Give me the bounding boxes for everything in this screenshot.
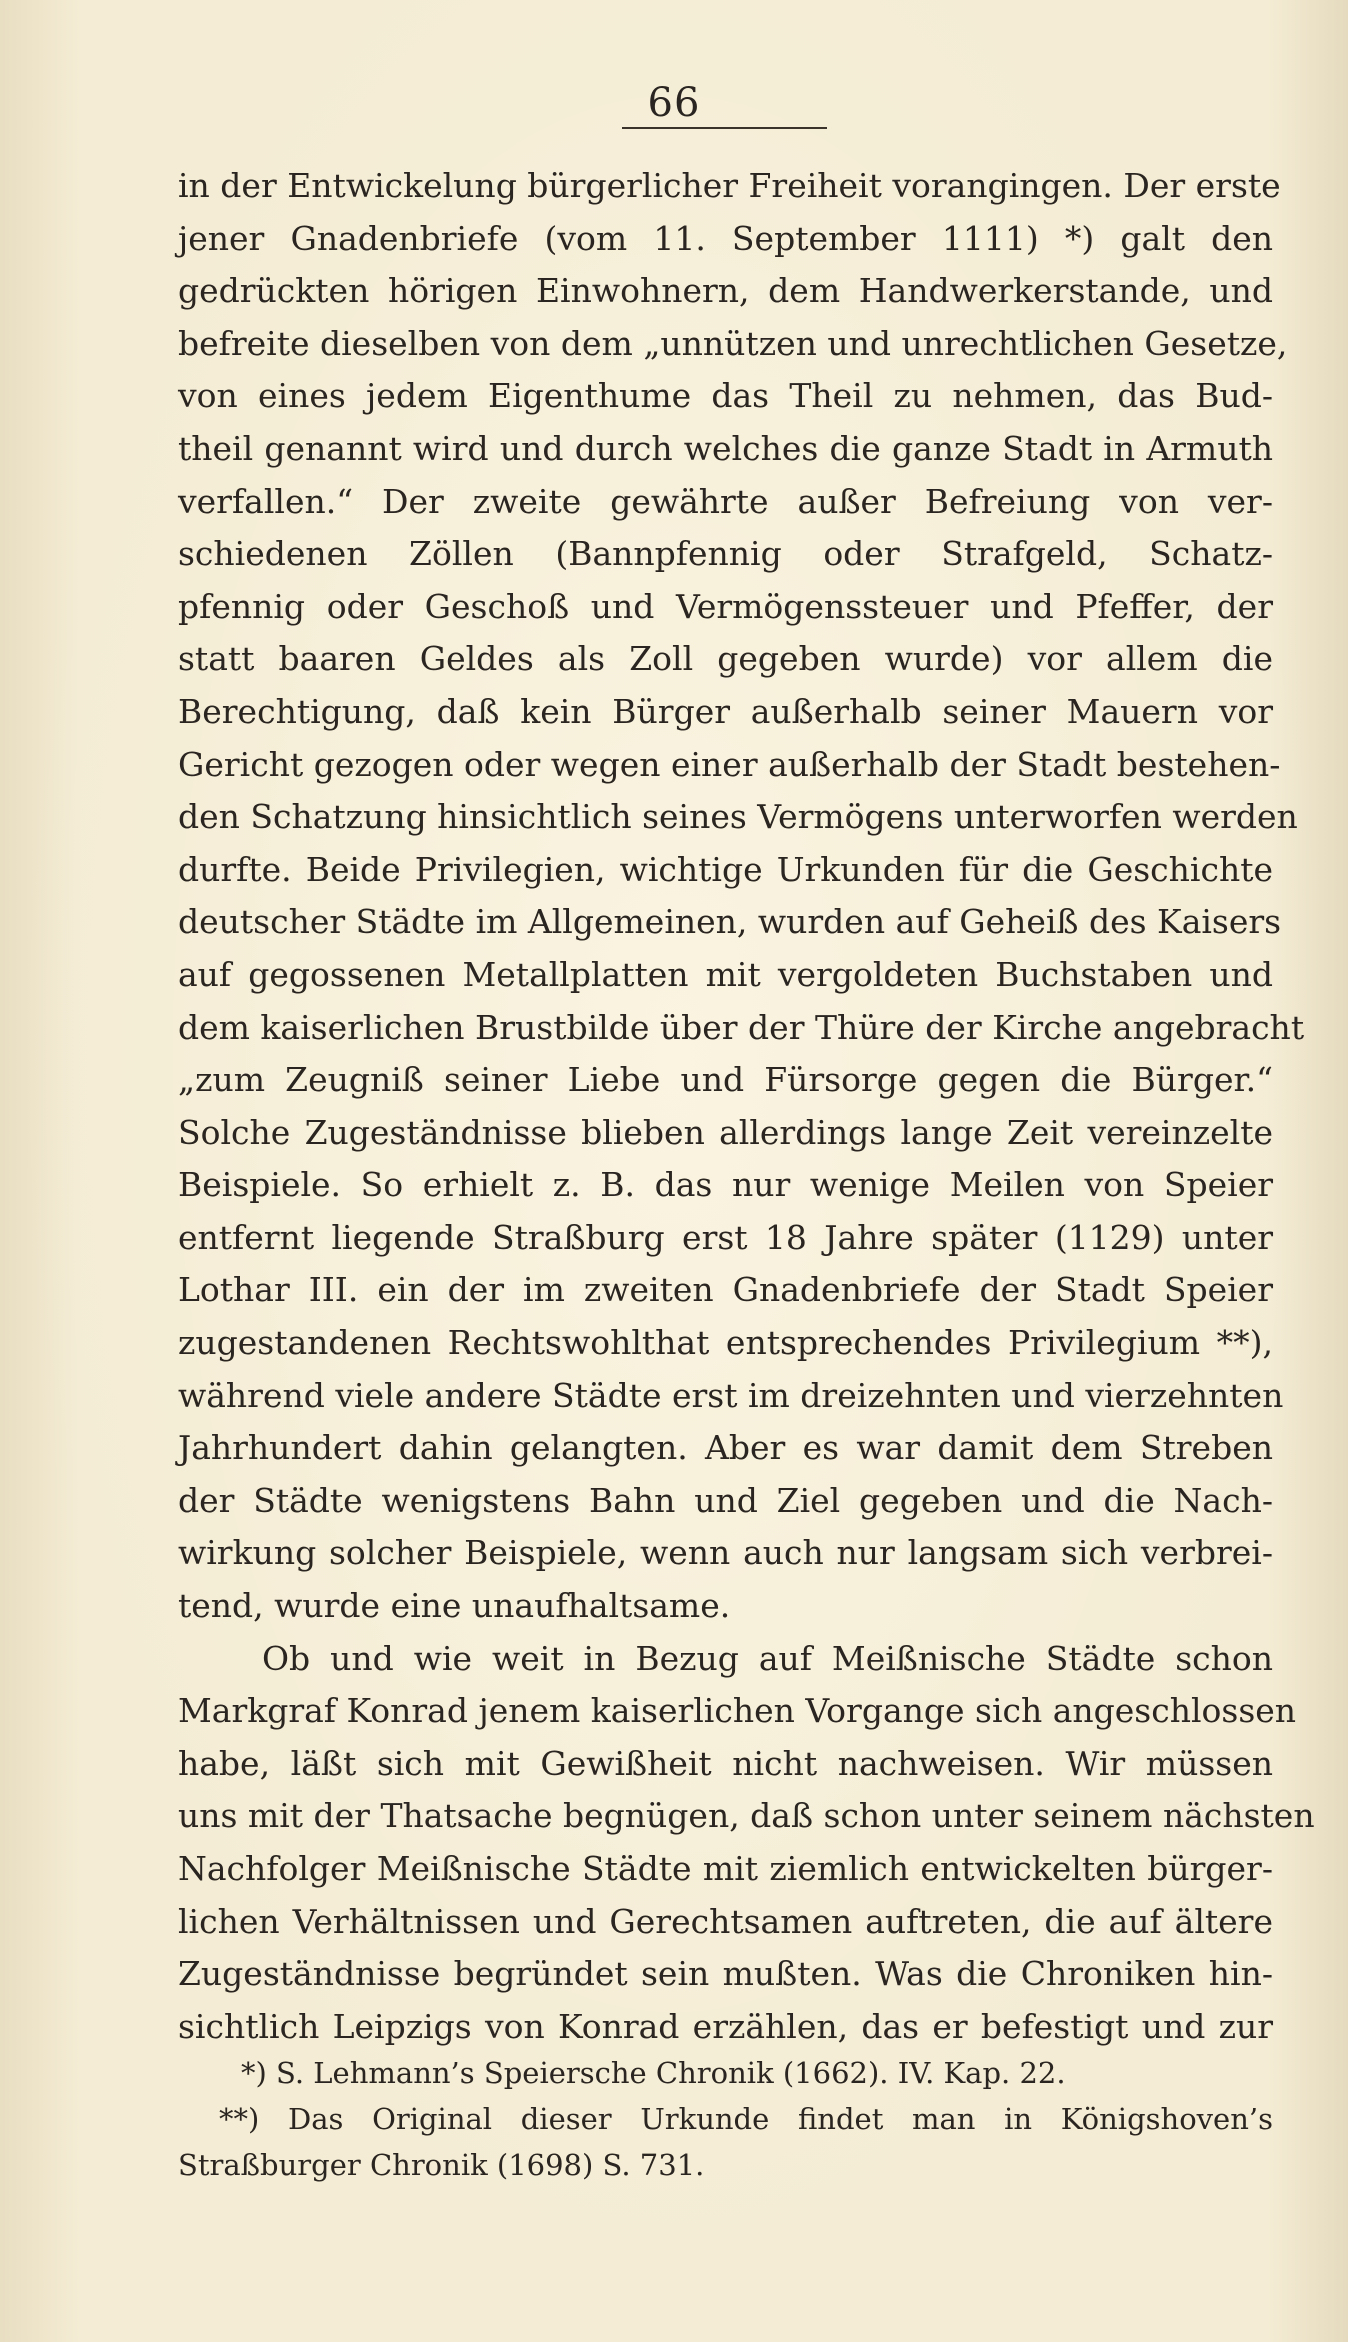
text-line: durfte. Beide Privilegien, wichtige Urkunden für die Geschichte (178, 849, 1273, 889)
text-line: von eines jedem Eigenthume das Theil zu nehmen, das Bud- (178, 376, 1273, 416)
text-line: uns mit der Thatsache begnügen, daß schon unter seinem nächsten (178, 1796, 1315, 1836)
text-line: wirkung solcher Beispiele, wenn auch nur langsam sich verbrei- (178, 1533, 1273, 1573)
text-line: auf gegossenen Metallplatten mit vergoldeten Buchstaben und (178, 954, 1273, 994)
text-line: gedrückten hörigen Einwohnern, dem Handwerkerstande, und (178, 271, 1273, 311)
text-line: Solche Zugeständnisse blieben allerdings lange Zeit vereinzelte (178, 1112, 1273, 1152)
text-line: deutscher Städte im Allgemeinen, wurden auf Geheiß des Kaisers (178, 902, 1282, 942)
body-text (178, 160, 1315, 2053)
text-line: der Städte wenigstens Bahn und Ziel gegeben und die Nach- (178, 1480, 1273, 1520)
page-number: 66 (647, 80, 701, 126)
text-line: jener Gnadenbriefe (vom 11. September 1111) *) galt den (178, 218, 1273, 258)
text-line: in der Entwickelung bürgerlicher Freiheit vorangingen. Der erste (178, 166, 1281, 205)
text-line: habe, läßt sich mit Gewißheit nicht nachweisen. Wir müssen (178, 1743, 1273, 1783)
text-line: während viele andere Städte erst im dreizehnten und vierzehnten (178, 1375, 1284, 1415)
text-line: Jahrhundert dahin gelangten. Aber es war damit dem Streben (178, 1428, 1273, 1468)
text-line: Lothar III. ein der im zweiten Gnadenbriefe der Stadt Speier (178, 1270, 1273, 1310)
text-line: „zum Zeugniß seiner Liebe und Fürsorge gegen die Bürger.“ (178, 1060, 1273, 1100)
paragraph-start-line: Ob und wie weit in Bezug auf Meißnische Städte schon (262, 1638, 1273, 1678)
text-line: Berechtigung, daß kein Bürger außerhalb seiner Mauern vor (178, 691, 1273, 731)
footnote-1: *) S. Lehmann’s Speiersche Chronik (1662). IV. Kap. 22. (241, 2056, 1066, 2090)
text-line: befreite dieselben von dem „unnützen und unrechtlichen Gesetze, (178, 323, 1288, 363)
text-line: statt baaren Geldes als Zoll gegeben wurde) vor allem die (178, 639, 1273, 679)
text-line: theil genannt wird und durch welches die ganze Stadt in Armuth (178, 428, 1273, 468)
text-line: Markgraf Konrad jenem kaiserlichen Vorgange sich angeschlossen (178, 1691, 1297, 1731)
text-line: dem kaiserlichen Brustbilde über der Thüre der Kirche angebracht (178, 1007, 1305, 1047)
text-line: schiedenen Zöllen (Bannpfennig oder Strafgeld, Schatz- (178, 534, 1273, 574)
text-line: Beispiele. So erhielt z. B. das nur wenige Meilen von Speier (178, 1165, 1273, 1205)
text-line: zugestandenen Rechtswohlthat entsprechendes Privilegium **), (178, 1323, 1273, 1363)
text-line: tend, wurde eine unaufhaltsame. (178, 1586, 731, 1626)
text-line: Zugeständnisse begründet sein mußten. Was die Chroniken hin- (178, 1954, 1273, 1994)
text-line: Gericht gezogen oder wegen einer außerhalb der Stadt bestehen- (178, 744, 1281, 784)
text-line: verfallen.“ Der zweite gewährte außer Befreiung von ver- (178, 481, 1273, 521)
header-rule (622, 127, 827, 129)
footnote-2-continuation: Straßburger Chronik (1698) S. 731. (178, 2148, 705, 2182)
text-line: sichtlich Leipzigs von Konrad erzählen, das er befestigt und zur (178, 2006, 1273, 2046)
text-line: Nachfolger Meißnische Städte mit ziemlich entwickelten bürger- (178, 1849, 1273, 1888)
footnotes (178, 2050, 1273, 2188)
text-line: den Schatzung hinsichtlich seines Vermögens unterworfen werden (178, 797, 1298, 837)
text-line: entfernt liegende Straßburg erst 18 Jahre später (1129) unter (178, 1217, 1273, 1257)
text-line: pfennig oder Geschoß und Vermögenssteuer und Pfeffer, der (178, 586, 1273, 626)
footnote-2: **) Das Original dieser Urkunde findet man in Königshoven’s (219, 2102, 1273, 2136)
text-line: lichen Verhältnissen und Gerechtsamen auftreten, die auf ältere (178, 1901, 1273, 1941)
